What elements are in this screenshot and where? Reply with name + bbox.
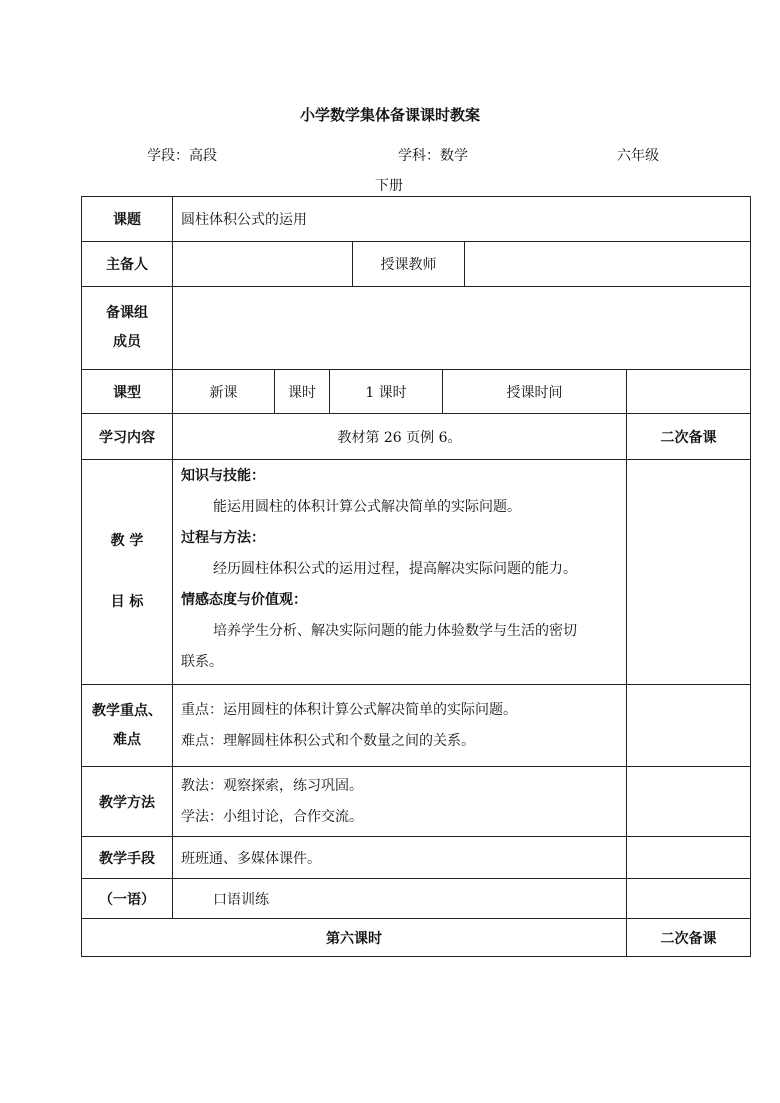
means-label: 教学手段 — [82, 837, 173, 879]
type-row — [82, 370, 751, 414]
process-heading: 过程与方法： — [181, 530, 265, 546]
means-second-prep — [627, 837, 751, 879]
teaching-method-text: 教法：观察探索，练习巩固。 — [181, 777, 363, 794]
preparer-label: 主备人 — [82, 242, 173, 287]
goals-label-line-2: 目 标 — [110, 594, 144, 610]
learning-method-text: 学法：小组讨论，合作交流。 — [181, 808, 363, 825]
group-label-line-2: 成员 — [113, 334, 141, 350]
method-second-prep — [627, 767, 751, 837]
yiyu-row — [82, 879, 751, 919]
goals-label-line-1: 教 学 — [110, 533, 144, 549]
keypoints-label — [82, 685, 173, 767]
goals-label — [82, 460, 173, 685]
goals-row — [82, 460, 751, 685]
teacher-label: 授课教师 — [353, 242, 465, 287]
yiyu-second-prep — [627, 879, 751, 919]
topic-row — [82, 197, 751, 242]
keypoints-row — [82, 685, 751, 767]
keypoint-text: 重点：运用圆柱的体积计算公式解决简单的实际问题。 — [181, 701, 517, 718]
emotion-text-2: 联系。 — [181, 654, 223, 670]
knowledge-text: 能运用圆柱的体积计算公式解决简单的实际问题。 — [213, 499, 521, 515]
group-label — [82, 287, 173, 370]
emotion-heading: 情感态度与价值观： — [181, 592, 307, 608]
keypoints-content — [173, 685, 627, 767]
means-row — [82, 837, 751, 879]
group-label-line-1: 备课组 — [106, 305, 148, 321]
page-title: 小学数学集体备课课时教案 — [299, 106, 480, 124]
content-row — [82, 414, 751, 460]
knowledge-heading: 知识与技能： — [181, 468, 265, 484]
topic-label: 课题 — [82, 197, 173, 242]
period-value: 1 课时 — [330, 370, 443, 414]
second-prep-footer: 二次备课 — [627, 919, 751, 957]
grade-label: 六年级 — [617, 148, 659, 164]
goals-content — [173, 460, 627, 685]
preparer-row — [82, 242, 751, 287]
content-value: 教材第 26 页例 6。 — [173, 414, 627, 460]
emotion-text-1: 培养学生分析、解决实际问题的能力体验数学与生活的密切 — [213, 623, 577, 639]
lesson-label: 第六课时 — [82, 919, 627, 957]
goals-second-prep — [627, 460, 751, 685]
subject-label: 学科：数学 — [398, 148, 468, 164]
keypoints-second-prep — [627, 685, 751, 767]
difficulty-text: 难点：理解圆柱体积公式和个数量之间的关系。 — [181, 732, 475, 749]
process-text: 经历圆柱体积公式的运用过程，提高解决实际问题的能力。 — [213, 561, 577, 577]
type-value: 新课 — [173, 370, 275, 414]
lesson-plan-table — [81, 196, 751, 957]
group-row — [82, 287, 751, 370]
yiyu-label: （一语） — [82, 879, 173, 919]
preparer-value — [173, 242, 353, 287]
method-label: 教学方法 — [82, 767, 173, 837]
type-label: 课型 — [82, 370, 173, 414]
topic-value: 圆柱体积公式的运用 — [173, 197, 751, 242]
group-members-value — [173, 287, 751, 370]
keypoints-label-line-1: 教学重点、 — [92, 702, 162, 719]
time-value — [627, 370, 751, 414]
second-prep-header: 二次备课 — [627, 414, 751, 460]
stage-label: 学段：高段 — [147, 148, 217, 164]
content-label: 学习内容 — [82, 414, 173, 460]
yiyu-value: 口语训练 — [173, 879, 627, 919]
means-value: 班班通、多媒体课件。 — [173, 837, 627, 879]
teacher-value — [465, 242, 751, 287]
lesson-row — [82, 919, 751, 957]
period-label: 课时 — [275, 370, 330, 414]
time-label: 授课时间 — [443, 370, 627, 414]
method-row — [82, 767, 751, 837]
keypoints-label-line-2: 难点 — [113, 731, 141, 748]
volume-label: 下册 — [375, 178, 403, 194]
method-content — [173, 767, 627, 837]
